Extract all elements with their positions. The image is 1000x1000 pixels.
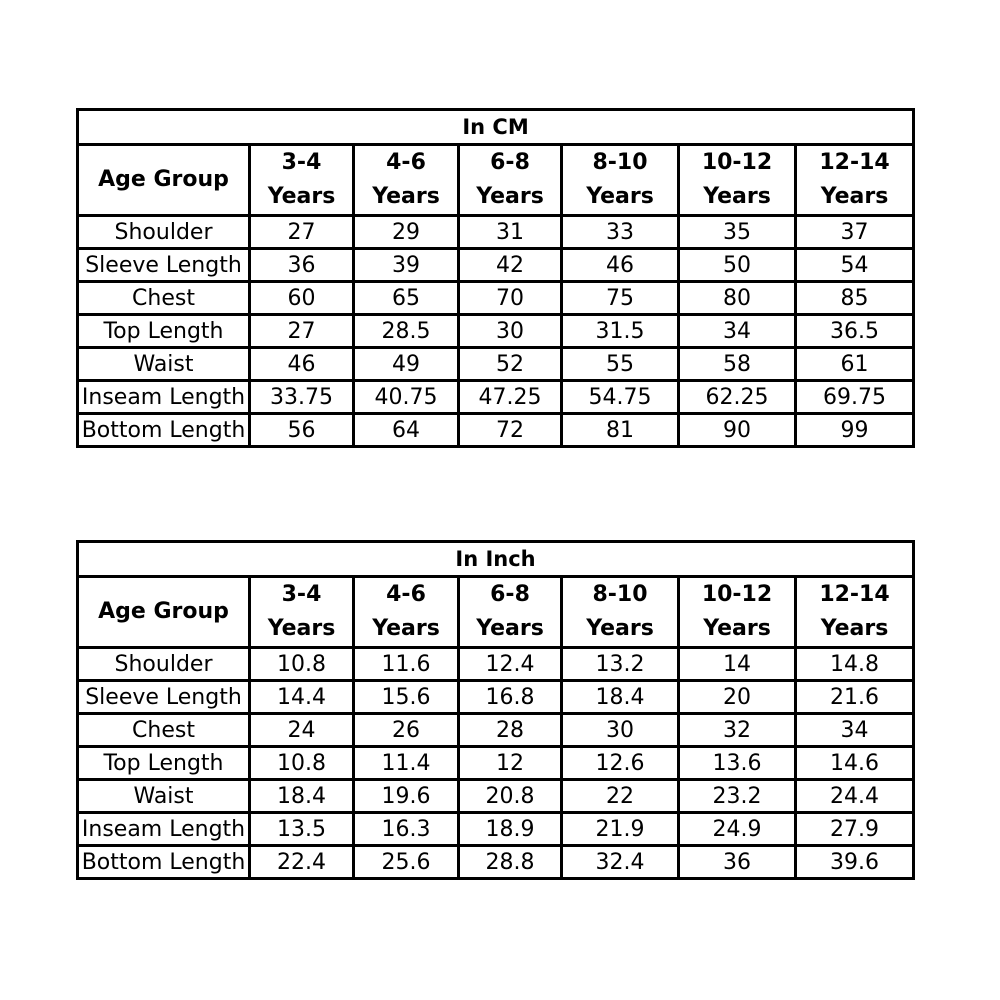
table-cell: 13.2 <box>562 648 679 681</box>
table-cell: 24.9 <box>679 813 796 846</box>
row-label: Chest <box>78 714 250 747</box>
column-header-unit: Years <box>267 184 336 209</box>
column-header <box>562 145 679 216</box>
table-row <box>78 714 914 747</box>
table-cell: 27.9 <box>796 813 914 846</box>
table-cell: 64 <box>354 414 459 447</box>
table-cell: 27 <box>250 216 354 249</box>
table-cell: 18.4 <box>250 780 354 813</box>
table-cell: 99 <box>796 414 914 447</box>
table-cell: 23.2 <box>679 780 796 813</box>
column-header <box>250 145 354 216</box>
table-cell: 14.8 <box>796 648 914 681</box>
column-header-unit: Years <box>476 184 544 209</box>
column-header-range: 4-6 <box>386 150 426 175</box>
table-cell: 46 <box>562 249 679 282</box>
table-cell: 39.6 <box>796 846 914 879</box>
column-header <box>459 145 562 216</box>
table-cell: 27 <box>250 315 354 348</box>
table-cell: 24 <box>250 714 354 747</box>
column-header-range: 6-8 <box>490 150 530 175</box>
column-header-unit: Years <box>476 616 544 641</box>
table-cell: 13.5 <box>250 813 354 846</box>
column-header-unit: Years <box>820 616 889 641</box>
table-row <box>78 747 914 780</box>
table-cell: 37 <box>796 216 914 249</box>
table-title: In CM <box>78 110 914 145</box>
column-header-range: 12-14 <box>819 582 890 607</box>
table-cell: 50 <box>679 249 796 282</box>
table-cell: 26 <box>354 714 459 747</box>
column-header <box>562 577 679 648</box>
column-header-range: 3-4 <box>281 582 322 607</box>
table-cell: 47.25 <box>459 381 562 414</box>
table-cell: 22.4 <box>250 846 354 879</box>
column-header <box>679 145 796 216</box>
column-header-unit: Years <box>703 184 771 209</box>
table-cell: 30 <box>562 714 679 747</box>
table-cell: 62.25 <box>679 381 796 414</box>
table-cell: 18.9 <box>459 813 562 846</box>
row-label: Shoulder <box>78 648 250 681</box>
table-cell: 54.75 <box>562 381 679 414</box>
table-cell: 49 <box>354 348 459 381</box>
table-cell: 29 <box>354 216 459 249</box>
table-cell: 30 <box>459 315 562 348</box>
table-row <box>78 648 914 681</box>
column-header-range: 10-12 <box>701 150 773 175</box>
table-cell: 32.4 <box>562 846 679 879</box>
table-cell: 20.8 <box>459 780 562 813</box>
table-cell: 90 <box>679 414 796 447</box>
table-cell: 31 <box>459 216 562 249</box>
age-group-header: Age Group <box>78 577 250 648</box>
column-header-unit: Years <box>586 184 654 209</box>
table-cell: 21.6 <box>796 681 914 714</box>
table-cell: 18.4 <box>562 681 679 714</box>
table-cell: 14 <box>679 648 796 681</box>
table-cell: 36 <box>679 846 796 879</box>
table-cell: 56 <box>250 414 354 447</box>
table-cell: 16.3 <box>354 813 459 846</box>
column-header-range: 4-6 <box>386 582 426 607</box>
table-cell: 33.75 <box>250 381 354 414</box>
table-cell: 21.9 <box>562 813 679 846</box>
table-cell: 70 <box>459 282 562 315</box>
table-cell: 55 <box>562 348 679 381</box>
table-cell: 58 <box>679 348 796 381</box>
table-cell: 81 <box>562 414 679 447</box>
column-header-unit: Years <box>372 184 440 209</box>
table-row <box>78 249 914 282</box>
table-cell: 10.8 <box>250 747 354 780</box>
table-cell: 31.5 <box>562 315 679 348</box>
table-cell: 42 <box>459 249 562 282</box>
table-cell: 19.6 <box>354 780 459 813</box>
table-row <box>78 681 914 714</box>
column-header-unit: Years <box>586 616 654 641</box>
table-cell: 35 <box>679 216 796 249</box>
table-cell: 34 <box>679 315 796 348</box>
table-cell: 12 <box>459 747 562 780</box>
table-cell: 25.6 <box>354 846 459 879</box>
table-cell: 52 <box>459 348 562 381</box>
table-title-row <box>78 542 914 577</box>
table-cell: 20 <box>679 681 796 714</box>
column-header-range: 12-14 <box>819 150 890 175</box>
table-cell: 65 <box>354 282 459 315</box>
table-cell: 54 <box>796 249 914 282</box>
row-label: Top Length <box>78 315 250 348</box>
table-title: In Inch <box>78 542 914 577</box>
row-label: Bottom Length <box>78 414 250 447</box>
table-cell: 11.4 <box>354 747 459 780</box>
table-cell: 80 <box>679 282 796 315</box>
table-cell: 61 <box>796 348 914 381</box>
column-header-range: 10-12 <box>701 582 773 607</box>
row-label: Waist <box>78 780 250 813</box>
size-table-inch <box>76 540 915 880</box>
row-label: Waist <box>78 348 250 381</box>
table-cell: 22 <box>562 780 679 813</box>
table-row <box>78 414 914 447</box>
table-cell: 15.6 <box>354 681 459 714</box>
table-cell: 34 <box>796 714 914 747</box>
table-cell: 12.6 <box>562 747 679 780</box>
table-cell: 85 <box>796 282 914 315</box>
row-label: Inseam Length <box>78 381 250 414</box>
column-header-unit: Years <box>267 616 336 641</box>
table-cell: 16.8 <box>459 681 562 714</box>
table-row <box>78 846 914 879</box>
table-row <box>78 216 914 249</box>
table-header-row <box>78 577 914 648</box>
column-header-unit: Years <box>703 616 771 641</box>
table-cell: 14.4 <box>250 681 354 714</box>
table-cell: 46 <box>250 348 354 381</box>
column-header-range: 8-10 <box>592 582 648 607</box>
table-cell: 36 <box>250 249 354 282</box>
table-cell: 33 <box>562 216 679 249</box>
table-cell: 14.6 <box>796 747 914 780</box>
table-cell: 10.8 <box>250 648 354 681</box>
table-cell: 13.6 <box>679 747 796 780</box>
column-header-unit: Years <box>372 616 440 641</box>
table-cell: 28.5 <box>354 315 459 348</box>
row-label: Inseam Length <box>78 813 250 846</box>
table-cell: 36.5 <box>796 315 914 348</box>
column-header-range: 6-8 <box>490 582 530 607</box>
table-cell: 24.4 <box>796 780 914 813</box>
table-row <box>78 381 914 414</box>
row-label: Top Length <box>78 747 250 780</box>
row-label: Shoulder <box>78 216 250 249</box>
table-header-row <box>78 145 914 216</box>
table-row <box>78 282 914 315</box>
column-header-range: 8-10 <box>592 150 648 175</box>
table-cell: 39 <box>354 249 459 282</box>
row-label: Sleeve Length <box>78 681 250 714</box>
table-cell: 40.75 <box>354 381 459 414</box>
column-header-unit: Years <box>820 184 889 209</box>
table-cell: 75 <box>562 282 679 315</box>
size-table-cm <box>76 108 915 448</box>
table-title-row <box>78 110 914 145</box>
table-cell: 60 <box>250 282 354 315</box>
column-header <box>459 577 562 648</box>
column-header <box>250 577 354 648</box>
table-cell: 12.4 <box>459 648 562 681</box>
table-row <box>78 813 914 846</box>
table-cell: 28 <box>459 714 562 747</box>
column-header <box>796 577 914 648</box>
table-row <box>78 348 914 381</box>
table-cell: 11.6 <box>354 648 459 681</box>
column-header-range: 3-4 <box>281 150 322 175</box>
row-label: Bottom Length <box>78 846 250 879</box>
column-header <box>354 145 459 216</box>
column-header <box>796 145 914 216</box>
table-cell: 69.75 <box>796 381 914 414</box>
table-row <box>78 315 914 348</box>
column-header <box>354 577 459 648</box>
column-header <box>679 577 796 648</box>
row-label: Sleeve Length <box>78 249 250 282</box>
table-cell: 28.8 <box>459 846 562 879</box>
table-cell: 32 <box>679 714 796 747</box>
table-row <box>78 780 914 813</box>
age-group-header: Age Group <box>78 145 250 216</box>
table-cell: 72 <box>459 414 562 447</box>
row-label: Chest <box>78 282 250 315</box>
